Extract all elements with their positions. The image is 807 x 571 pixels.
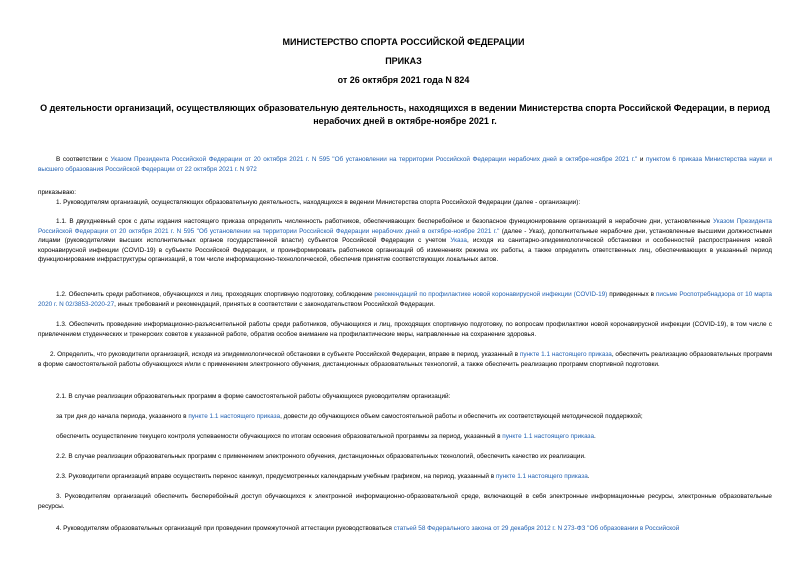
- ukaz-595-link-2[interactable]: Указом Президента Российской Федерации от 20 октября 2021 г. N 595 "Об установлении на территории Российской Федерации нерабочих дней в октябре-ноябре 2021 г.": [38, 218, 772, 235]
- item-1-1-ref-link-2[interactable]: пункте 1.1 настоящего приказа: [188, 413, 281, 420]
- item-1-2-text-2: приведенных в: [607, 291, 656, 298]
- item-1: 1. Руководителям организаций, осуществляющих образовательную деятельность, находящихся в ведении Министерства спорта Российской Федерации (далее - организации):: [56, 199, 581, 206]
- preamble-paragraph: [38, 155, 772, 174]
- date-number-heading: от 26 октября 2021 года N 824: [337, 75, 470, 85]
- item-2-1: 2.1. В случае реализации образовательных программ в форме самостоятельной работы обучающихся руководителям организаций:: [56, 393, 451, 400]
- rospotrebnadzor-letter-link[interactable]: письме Роспотребнадзора от 10 марта 2020 г. N 02/3853-2020-27: [38, 291, 772, 308]
- item-1-1-ref-link-4[interactable]: пункте 1.1 настоящего приказа: [495, 473, 588, 480]
- item-1-1-text-3: , исходя из санитарно-эпидемиологической обстановки и особенностей распространения новой коронавирусной инфекции (COVID-19) в субъекте Российской Федерации, и проинформировать работников организаций об изменениях режима их работы, а также определить ответственных лиц, обеспечивающих в указанный период функционирование инфраструктуры организаций, в том числе информационно-технологической, обеспечив принятие соответствующих локальных актов.: [38, 237, 772, 264]
- item-1-2: [38, 290, 772, 309]
- preamble-text-2: и: [637, 156, 647, 163]
- law-273-link[interactable]: статьей 58 Федерального закона от 29 декабря 2012 г. N 273-ФЗ "Об образовании в Российской: [393, 525, 680, 532]
- item-1-1-ref-link-3[interactable]: пункте 1.1 настоящего приказа: [502, 433, 595, 440]
- doc-type-heading: ПРИКАЗ: [385, 56, 422, 66]
- covid-recommendations-link[interactable]: рекомендаций по профилактике новой коронавирусной инфекции (COVID-19): [374, 291, 608, 298]
- ukaz-595-link[interactable]: Указом Президента Российской Федерации от 20 октября 2021 г. N 595 "Об установлении на территории Российской Федерации нерабочих дней в октябре-ноябре 2021 г.": [110, 156, 638, 163]
- item-4-text-1: 4. Руководителям образовательных организаций при проведении промежуточной аттестации руководствоваться: [56, 525, 394, 532]
- item-2-text-2: , обеспечить реализацию образовательных программ в форме самостоятельной работы обучающихся и/или с применением электронного обучения, дистанционных образовательных технологий, а также обеспечить реализацию программ спортивной подготовки.: [38, 351, 772, 368]
- item-2: [38, 350, 772, 369]
- item-4: [38, 524, 772, 534]
- item-1-2-text-1: 1.2. Обеспечить среди работников, обучающихся и лиц, проходящих спортивную подготовку, соблюдение: [56, 291, 375, 298]
- item-3: 3. Руководителям организаций обеспечить бесперебойный доступ обучающихся к электронной информационно-образовательной среде, включающей в себя электронные информационные ресурсы, электронные образовательные ресурсы.: [38, 493, 772, 510]
- ukaz-link[interactable]: Указа: [450, 237, 467, 245]
- order-word: приказываю:: [38, 189, 76, 196]
- item-1-3: 1.3. Обеспечить проведение информационно-разъяснительной работы среди работников, обучающихся и лиц, проходящих спортивную подготовку, по вопросам профилактики новой коронавирусной инфекции (COVID-19), в том числе с привлечением студенческих и тренерских советов к указанной работе, обратив особое внимание на профилактические меры, направленные на сохранение здоровья.: [38, 321, 772, 338]
- item-2-1-b-text-2: .: [594, 433, 596, 440]
- order-972-link[interactable]: пунктом 6 приказа Министерства науки и высшего образования Российской Федерации от 22 октября 2021 г. N 972: [38, 156, 772, 173]
- item-2-3-text-1: 2.3. Руководители организаций вправе осуществить перенос каникул, предусмотренных календарным учебным графиком, на период, указанный в: [56, 473, 496, 480]
- item-2-2: 2.2. В случае реализации образовательных программ с применением электронного обучения, дистанционных образовательных технологий, обеспечить качество их реализации.: [56, 453, 586, 460]
- item-2-text-1: 2. Определить, что руководители организаций, исходя из эпидемиологической обстановки в субъекте Российской Федерации, вправе в период, указанный в: [50, 351, 520, 358]
- preamble-text-1: В соответствии с: [56, 156, 111, 163]
- item-2-1-a-text-2: , довести до обучающихся объем самостоятельной работы и обеспечить их соответствующей методической поддержкой;: [280, 413, 643, 420]
- document-title: О деятельности организаций, осуществляющих образовательную деятельность, находящихся в ведении Министерства спорта Российской Федерации, в период нерабочих дней в октябре-ноябре 2021 г.: [40, 103, 770, 126]
- item-2-1-a-text-1: за три дня до начала периода, указанного в: [56, 413, 189, 420]
- item-2-1-b-text-1: обеспечить осуществление текущего контроля успеваемости обучающихся по итогам освоения образовательной программы за период, указанный в: [56, 433, 503, 440]
- item-1-1-text-1: 1.1. В двухдневный срок с даты издания настоящего приказа определить численность работников, обеспечивающих бесперебойное и безопасное функционирование организаций в нерабочие дни, установленные: [56, 218, 714, 225]
- item-2-3: [38, 472, 772, 482]
- item-1-1-ref-link[interactable]: пункте 1.1 настоящего приказа: [519, 351, 612, 358]
- item-1-2-text-3: , иных требований и рекомендаций, принятых в соответствии с законодательством Российской Федерации.: [114, 300, 435, 308]
- item-2-3-text-2: .: [587, 473, 590, 480]
- ministry-heading: МИНИСТЕРСТВО СПОРТА РОССИЙСКОЙ ФЕДЕРАЦИИ: [282, 37, 525, 47]
- item-2-1-a: [38, 412, 772, 422]
- item-2-1-b: [38, 432, 772, 442]
- item-1-1-text-2: (далее - Указ), дополнительные нерабочие дни, установленные высшими должностными лицами (руководителями высших исполнительных органов государственной власти) субъектов Российской Федерации с учетом: [38, 227, 772, 245]
- item-1-1: [38, 217, 772, 265]
